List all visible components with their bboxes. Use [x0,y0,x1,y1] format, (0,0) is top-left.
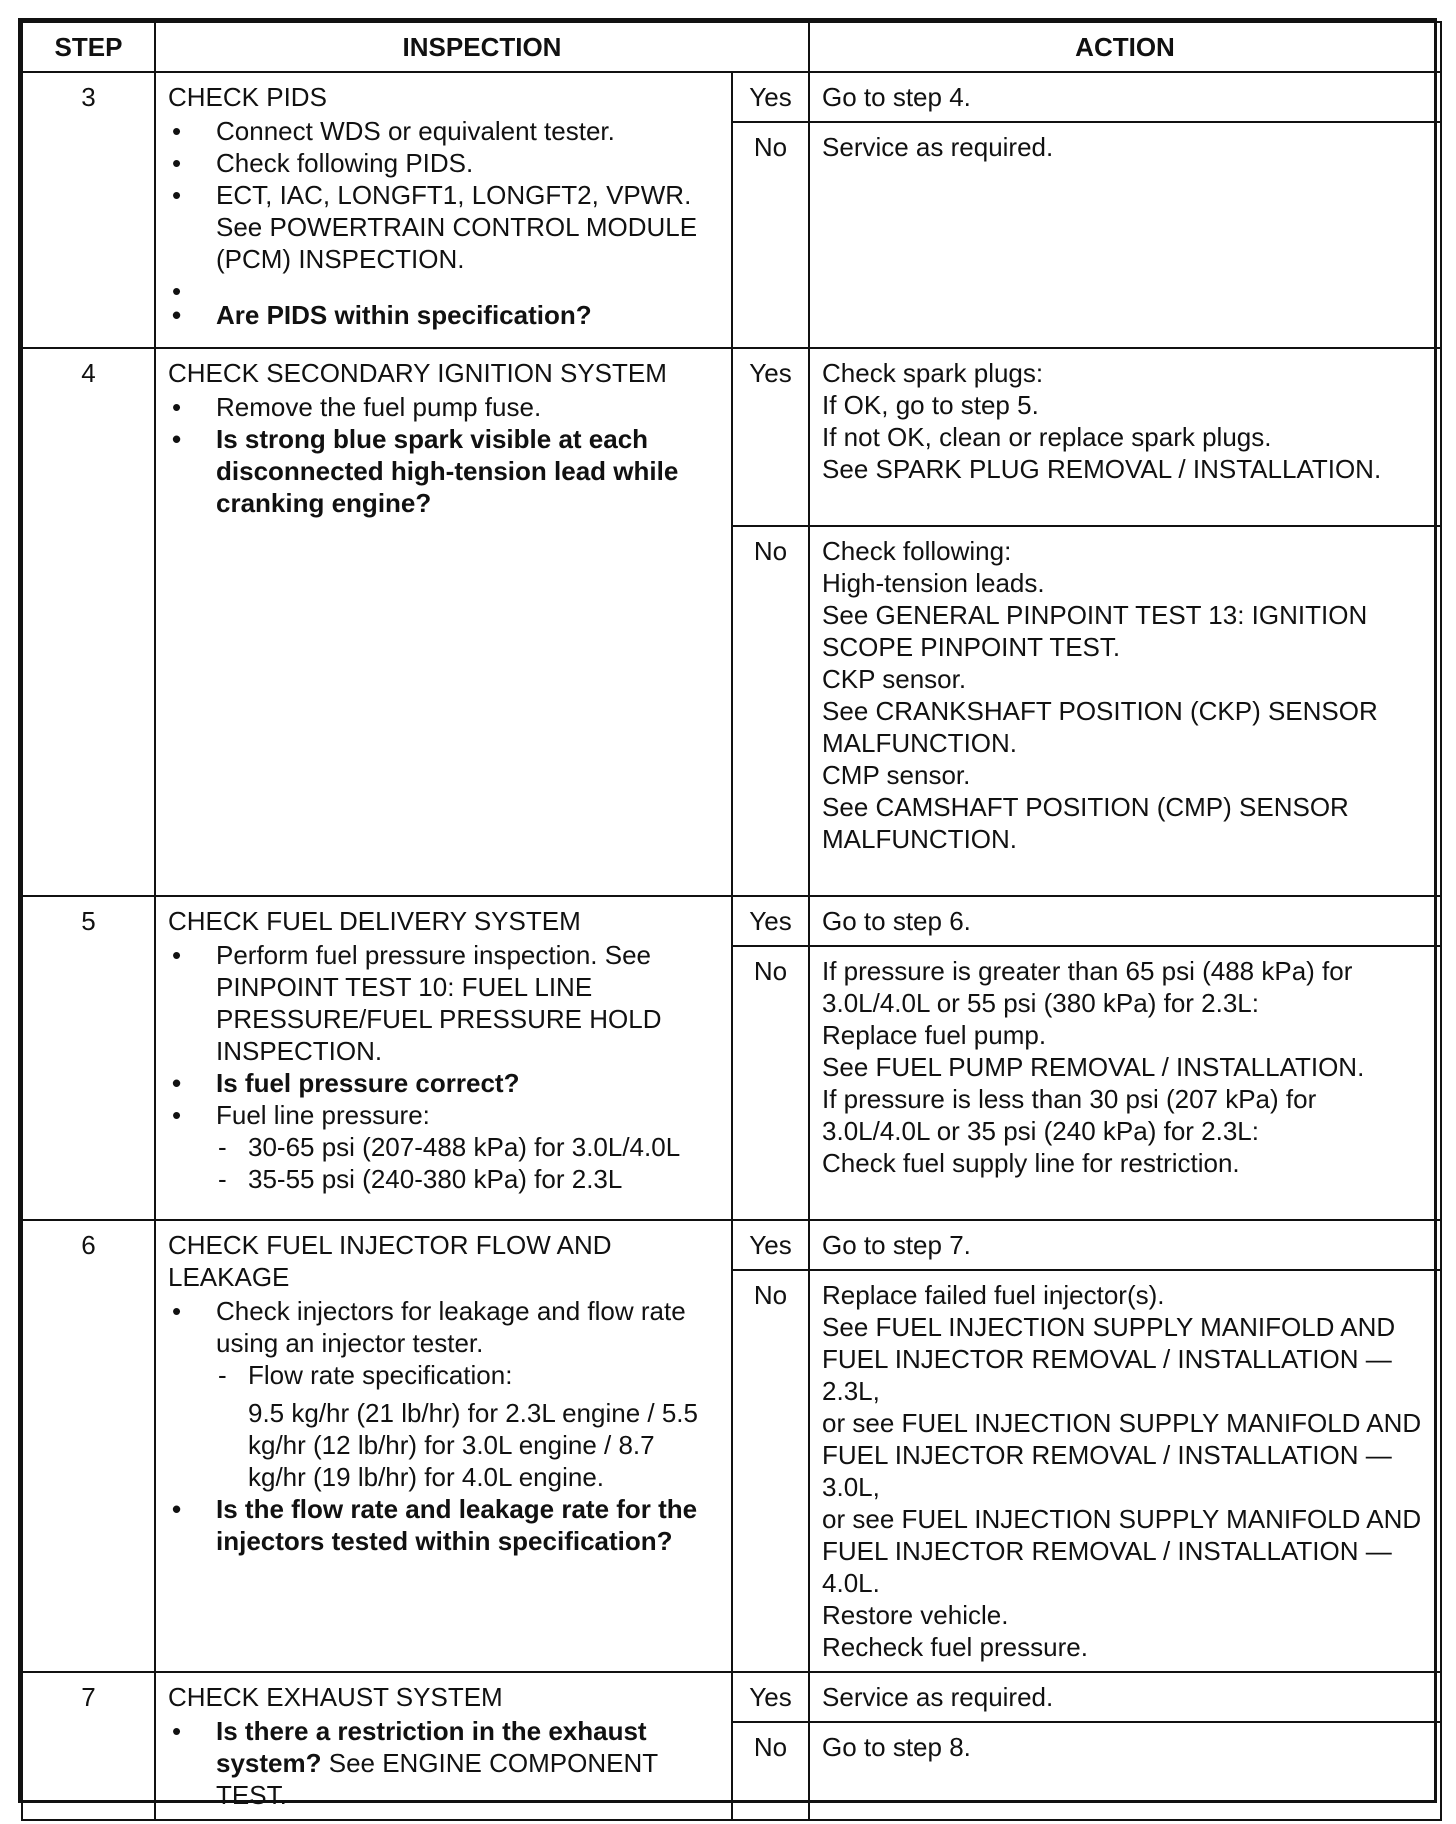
action-line: See FUEL INJECTION SUPPLY MANIFOLD AND FUEL INJECTOR REMOVAL / INSTALLATION — 2.3L, [822,1312,1396,1406]
dash-item: - Flow rate specification: [216,1359,719,1391]
step-number: 5 [22,896,155,1220]
no-action [809,1270,1441,1672]
bullet-item [168,1715,719,1811]
inspection-cell [155,896,732,1220]
action-line: See GENERAL PINPOINT TEST 13: IGNITION SCOPE PINPOINT TEST. [822,600,1368,662]
bullet-item: • ECT, IAC, LONGFT1, LONGFT2, VPWR. See POWERTRAIN CONTROL MODULE (PCM) INSPECTION. [168,179,719,275]
bullet-item [168,1099,719,1195]
flow-rate-spec: 9.5 kg/hr (21 lb/hr) for 2.3L engine / 5.5 kg/hr (12 lb/hr) for 3.0L engine / 8.7 kg/hr (19 lb/hr) for 4.0L engine. [248,1398,698,1492]
action-line: Recheck fuel pressure. [822,1632,1088,1662]
action-line: See SPARK PLUG REMOVAL / INSTALLATION. [822,454,1382,484]
step-number: 4 [22,348,155,896]
inspection-title: CHECK SECONDARY IGNITION SYSTEM [168,358,667,388]
yes-action [809,1672,1441,1722]
action-line: Check following: [822,536,1012,566]
action-line: Service as required. [822,1682,1054,1712]
inspection-bullets [168,391,719,519]
header-inspection: INSPECTION [155,22,809,72]
inspection-title: CHECK EXHAUST SYSTEM [168,1682,503,1712]
action-line: See CRANKSHAFT POSITION (CKP) SENSOR MALFUNCTION. [822,696,1378,758]
inspection-bullets [168,939,719,1195]
yes-label: Yes [732,896,809,946]
no-label: No [732,1722,809,1820]
bullet-spacer [168,275,719,299]
action-line: Go to step 4. [822,82,971,112]
no-label: No [732,1270,809,1672]
yes-action [809,1220,1441,1270]
bullet-item [168,1295,719,1493]
step-number: 3 [22,72,155,348]
yes-action [809,72,1441,122]
diagnostic-table [21,21,1442,1821]
inspection-title: CHECK PIDS [168,82,327,112]
diagnostic-table-sheet [18,18,1437,1810]
yes-label: Yes [732,1220,809,1270]
yes-label: Yes [732,1672,809,1722]
action-line: If OK, go to step 5. [822,390,1039,420]
action-line: See CAMSHAFT POSITION (CMP) SENSOR MALFUNCTION. [822,792,1349,854]
table-row-step-3-yes [22,72,1441,122]
action-line: Replace failed fuel injector(s). [822,1280,1165,1310]
inspection-bullets [168,1295,719,1557]
header-step: STEP [22,22,155,72]
bullet-text: • Check injectors for leakage and flow rate using an injector tester. [216,1296,686,1358]
no-action [809,526,1441,896]
table-row-step-6-yes [22,1220,1441,1270]
dash-item: - 30-65 psi (207-488 kPa) for 3.0L/4.0L [216,1131,719,1163]
action-line: CKP sensor. [822,664,967,694]
inspection-cell [155,1220,732,1672]
bullet-item: • Connect WDS or equivalent tester. [168,115,719,147]
question-bullet: • Is strong blue spark visible at each disconnected high-tension lead while cranking engine? [168,423,719,519]
action-line: If pressure is greater than 65 psi (488 kPa) for 3.0L/4.0L or 55 psi (380 kPa) for 2.3L: [822,956,1353,1018]
yes-action [809,896,1441,946]
table-header-row [22,22,1441,72]
inspection-title: CHECK FUEL INJECTOR FLOW AND LEAKAGE [168,1230,612,1292]
action-line: Go to step 8. [822,1732,971,1762]
action-line: or see FUEL INJECTION SUPPLY MANIFOLD AND FUEL INJECTOR REMOVAL / INSTALLATION — 3.0L, [822,1408,1422,1502]
bullet-text: • Fuel line pressure: [216,1100,430,1130]
yes-label: Yes [732,72,809,122]
inspection-bullets [168,1715,719,1811]
action-line: Check spark plugs: [822,358,1044,388]
action-line: Go to step 7. [822,1230,971,1260]
no-label: No [732,526,809,896]
action-line: High-tension leads. [822,568,1045,598]
action-line: or see FUEL INJECTION SUPPLY MANIFOLD AND FUEL INJECTOR REMOVAL / INSTALLATION — 4.0L. [822,1504,1422,1598]
table-row-step-5-yes [22,896,1441,946]
action-line: If pressure is less than 30 psi (207 kPa) for 3.0L/4.0L or 35 psi (240 kPa) for 2.3L: [822,1084,1317,1146]
bullet-item: • Perform fuel pressure inspection. See PINPOINT TEST 10: FUEL LINE PRESSURE/FUEL PRESSURE HOLD INSPECTION. [168,939,719,1067]
yes-label: Yes [732,348,809,526]
inspection-title: CHECK FUEL DELIVERY SYSTEM [168,906,581,936]
header-action: ACTION [809,22,1441,72]
action-line: See FUEL PUMP REMOVAL / INSTALLATION. [822,1052,1365,1082]
no-action [809,1722,1441,1820]
question-bullet: • Are PIDS within specification? [168,299,719,331]
dash-item: - 35-55 psi (240-380 kPa) for 2.3L [216,1163,719,1195]
action-line: Service as required. [822,132,1054,162]
table-row-step-4-yes [22,348,1441,526]
action-line: CMP sensor. [822,760,971,790]
no-action [809,946,1441,1220]
action-line: Restore vehicle. [822,1600,1009,1630]
inspection-cell [155,1672,732,1820]
inspection-bullets [168,115,719,331]
inspection-cell [155,348,732,896]
bullet-item: • Remove the fuel pump fuse. [168,391,719,423]
action-line: If not OK, clean or replace spark plugs. [822,422,1272,452]
step-number: 7 [22,1672,155,1820]
action-line: Check fuel supply line for restriction. [822,1148,1240,1178]
yes-action [809,348,1441,526]
inspection-cell [155,72,732,348]
question-bullet: • Is the flow rate and leakage rate for the injectors tested within specification? [168,1493,719,1557]
bullet-reference: See ENGINE COMPONENT TEST. [216,1748,658,1810]
question-bullet: • Is fuel pressure correct? [168,1067,719,1099]
question-text: Is there a restriction in the exhaust system? [216,1716,647,1778]
dash-list [216,1359,719,1391]
step-number: 6 [22,1220,155,1672]
action-line: Replace fuel pump. [822,1020,1047,1050]
table-row-step-7-yes [22,1672,1441,1722]
bullet-item: • Check following PIDS. [168,147,719,179]
no-action [809,122,1441,348]
dash-list [216,1131,719,1195]
no-label: No [732,122,809,348]
action-line: Go to step 6. [822,906,971,936]
no-label: No [732,946,809,1220]
